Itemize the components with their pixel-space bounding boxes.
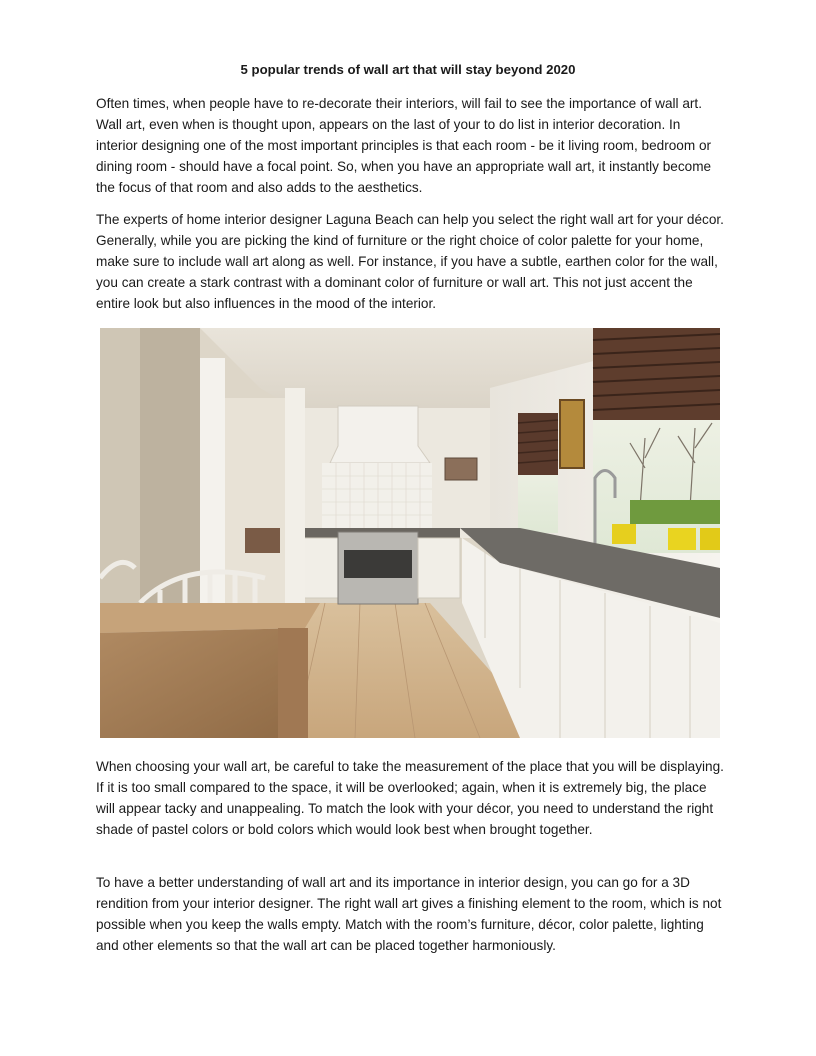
document-title: 5 popular trends of wall art that will stay beyond 2020 <box>240 62 576 77</box>
paragraph-3: When choosing your wall art, be careful to take the measurement of the place that you will be displaying. If it is too small compared to the space, it will be overlooked; again, when it is extremely big, the place will appear tacky and unappealing. To match the look with your décor, you need to understand the right shade of pastel colors or bold colors which would look best when brought together. <box>96 759 724 837</box>
paragraph-1: Often times, when people have to re-decorate their interiors, will fail to see the importance of wall art. Wall art, even when is thought upon, appears on the last of your to do list in interior decoration. In interior designing one of the most important principles is that each room - be it living room, bedroom or dining room - should have a focal point. So, when you have an appropriate wall art, it instantly become the focus of that room and also adds to the aesthetics. <box>96 96 712 195</box>
paragraph-4: To have a better understanding of wall art and its importance in interior design, you can go for a 3D rendition from your interior designer. The right wall art gives a finishing element to the room, which is not possible when you keep the walls empty. Match with the room’s furniture, décor, color palette, lighting and other elements so that the wall art can be placed together harmoniously. <box>96 875 722 953</box>
paragraph-2: The experts of home interior designer Laguna Beach can help you select the right wall art for your décor. Generally, while you are picking the kind of furniture or the right choice of color palette for your home, make sure to include wall art along as well. For instance, if you have a subtle, earthen color for the wall, you can create a stark contrast with a dominant color of furniture or wall art. This not just accent the entire look but also influences in the mood of the interior. <box>96 212 724 311</box>
kitchen-photo <box>100 328 720 738</box>
